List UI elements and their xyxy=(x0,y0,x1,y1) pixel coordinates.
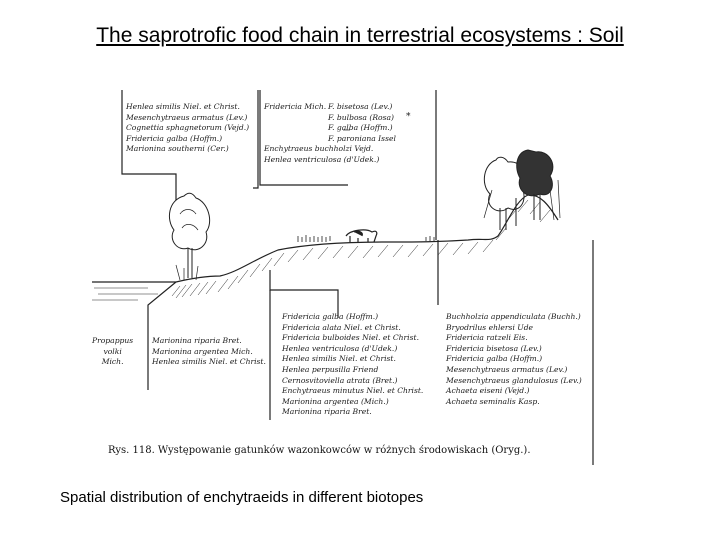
species-label: Propappus xyxy=(92,336,134,345)
species-label: Marionina riparia Bret. xyxy=(152,336,242,345)
biotope-figure xyxy=(88,90,608,470)
species-label: Mesenchytraeus glandulosus (Lev.) xyxy=(446,375,582,385)
species-label: Henlea ventriculosa (d'Udek.) xyxy=(264,154,380,164)
species-label: Bryodrilus ehlersi Ude xyxy=(446,322,534,332)
species-label: volki xyxy=(103,346,122,356)
grass-tufts xyxy=(298,235,434,242)
species-label: Mich. xyxy=(101,357,124,367)
species-label: Mesenchytraeus armatus (Lev.) xyxy=(126,112,248,122)
species-label: Fridericia ratzeli Eis. xyxy=(446,333,528,343)
figure-caption: Rys. 118. Występowanie gatunków wazonkowców w różnych środowiskach (Oryg.). xyxy=(108,445,531,456)
star-mark: * xyxy=(406,112,411,122)
species-label: Enchytraeus minutus Niel. et Christ. xyxy=(282,386,424,396)
species-box-bottom-left xyxy=(152,336,266,368)
species-label: Achaeta seminalis Kasp. xyxy=(446,396,540,406)
species-label: Henlea perpusilla Friend xyxy=(282,364,379,374)
ground-line xyxy=(176,195,558,282)
species-label: Fridericia galba (Hoffm.) xyxy=(282,312,379,321)
species-label: F. galba (Hoffm.) xyxy=(328,123,393,133)
species-label: Henlea similis Niel. et Christ. xyxy=(126,102,240,111)
species-label: Henlea ventriculosa (d'Udek.) xyxy=(282,343,398,353)
species-label: Fridericia bulboides Niel. et Christ. xyxy=(282,333,419,343)
water-lines xyxy=(92,288,158,300)
species-label: Marionina argentea Mich. xyxy=(152,346,253,356)
species-label: F. paroniana Issel xyxy=(328,133,396,143)
right-trees xyxy=(484,150,560,230)
species-label: Achaeta eiseni (Vejd.) xyxy=(446,386,530,396)
species-label: Henlea similis Niel. et Christ. xyxy=(282,354,396,364)
slide-title: The saprotrofic food chain in terrestrial ecosystems : Soil xyxy=(96,24,624,47)
species-label: F. bisetosa (Lev.) xyxy=(328,102,393,111)
species-label: Marionina southerni (Cer.) xyxy=(126,144,229,154)
species-label: Marionina riparia Bret. xyxy=(282,407,372,417)
species-box-bottom-right xyxy=(446,312,582,407)
soil-bracket-middle xyxy=(270,270,338,318)
species-label: Buchholzia appendiculata (Buchh.) xyxy=(446,312,581,321)
bracket-top-left-right xyxy=(253,90,258,188)
species-box-top-left xyxy=(126,102,249,155)
species-label: F. bulbosa (Rosa) xyxy=(328,112,395,122)
species-label: Fridericia galba (Hoffm.) xyxy=(126,133,223,143)
species-label: Enchytraeus buchholzi Vejd. xyxy=(264,144,374,154)
species-box-top-right xyxy=(328,102,396,144)
species-box-bottom-middle xyxy=(282,312,423,418)
species-label: Fridericia alata Niel. et Christ. xyxy=(282,322,401,332)
slide-caption: Spatial distribution of enchytraeids in different biotopes xyxy=(60,489,424,506)
species-label: Fridericia Mich. xyxy=(264,102,327,111)
species-box-bottom-far-left xyxy=(92,336,133,368)
soil-hatching xyxy=(172,200,550,298)
species-label: Cernosvitoviella atrata (Bret.) xyxy=(282,375,398,385)
species-label: Henlea similis Niel. et Christ. xyxy=(152,357,266,367)
species-label: Cognettia sphagnetorum (Vejd.) xyxy=(126,123,250,133)
species-label: Mesenchytraeus armatus (Lev.) xyxy=(446,364,568,374)
left-tree xyxy=(169,193,209,280)
species-label: Fridericia bisetosa (Lev.) xyxy=(446,343,542,353)
species-label: Fridericia galba (Hoffm.) xyxy=(446,354,543,364)
species-label: Marionina argentea (Mich.) xyxy=(282,396,389,406)
cow-drawing xyxy=(346,230,377,242)
